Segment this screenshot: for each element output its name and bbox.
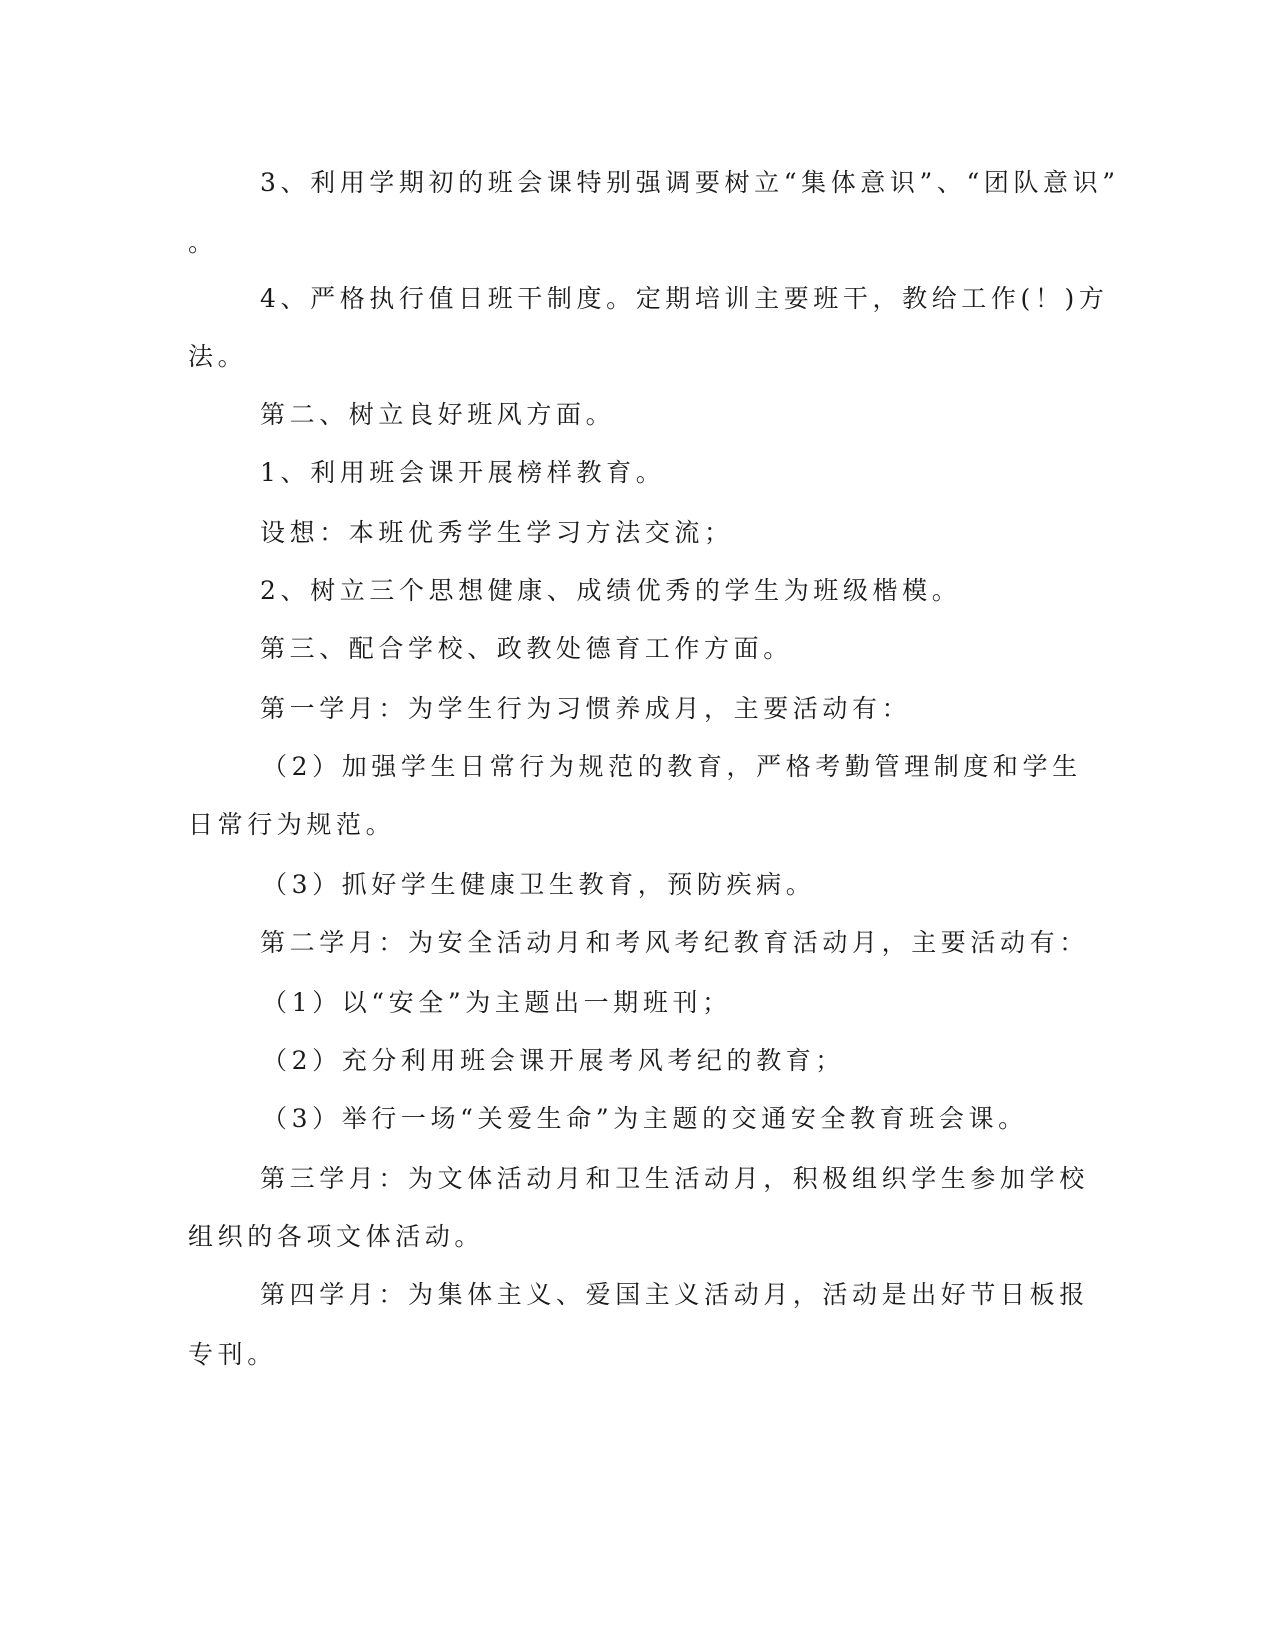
paragraph-line: 4、严格执行值日班干制度。定期培训主要班干，教给工作(！)方 (260, 284, 1109, 313)
paragraph-line: （2）加强学生日常行为规范的教育，严格考勤管理制度和学生 (262, 752, 1082, 781)
paragraph-line: 第二学月：为安全活动月和考风考纪教育活动月，主要活动有： (260, 928, 1089, 957)
paragraph-line: 第三学月：为文体活动月和卫生活动月，积极组织学生参加学校 (260, 1164, 1089, 1193)
paragraph-line: 第一学月：为学生行为习惯养成月，主要活动有： (260, 694, 912, 723)
paragraph-line: 3、利用学期初的班会课特别强调要树立“集体意识”、“团队意识” (260, 168, 1120, 197)
section-heading: 第三、配合学校、政教处德育工作方面。 (260, 634, 793, 663)
paragraph-line: 1、利用班会课开展榜样教育。 (260, 458, 666, 487)
paragraph-line: 法。 (188, 342, 248, 371)
paragraph-line: 组织的各项文体活动。 (188, 1222, 485, 1251)
paragraph-line: （3）举行一场“关爱生命”为主题的交通安全教育班会课。 (262, 1104, 1028, 1133)
paragraph-line: （3）抓好学生健康卫生教育，预防疾病。 (262, 870, 816, 899)
section-heading: 第二、树立良好班风方面。 (260, 400, 616, 429)
paragraph-line: 。 (188, 228, 218, 257)
paragraph-line: 日常行为规范。 (188, 810, 396, 839)
paragraph-line: （2）充分利用班会课开展考风考纪的教育； (262, 1046, 845, 1075)
paragraph-line: 设想：本班优秀学生学习方法交流； (260, 518, 734, 547)
paragraph-line: 2、树立三个思想健康、成绩优秀的学生为班级楷模。 (260, 576, 962, 605)
paragraph-line: 专刊。 (188, 1340, 277, 1369)
paragraph-line: 第四学月：为集体主义、爱国主义活动月，活动是出好节日板报 (260, 1280, 1089, 1309)
paragraph-line: （1）以“安全”为主题出一期班刊； (262, 988, 732, 1017)
